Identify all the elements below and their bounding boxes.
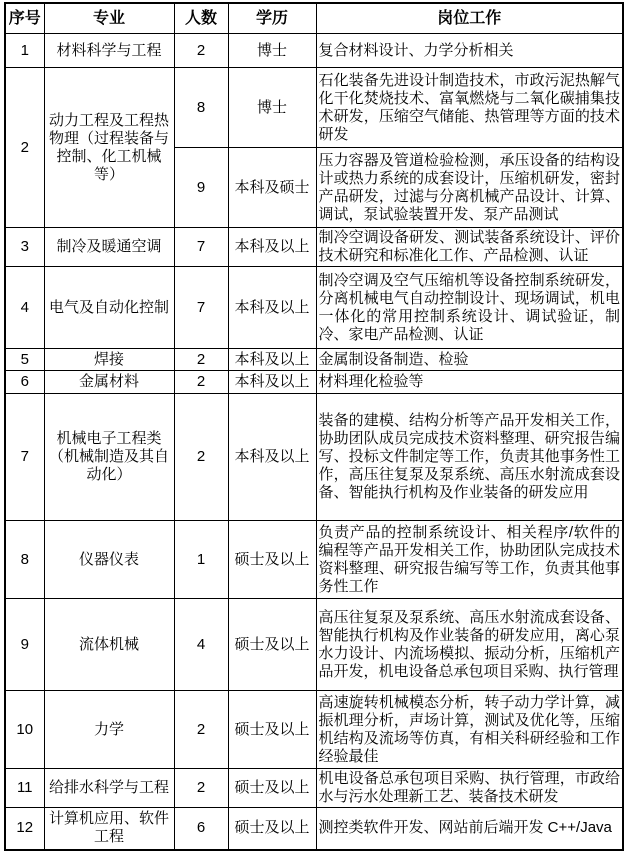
major-cell: 材料科学与工程	[44, 34, 174, 68]
major-cell: 焊接	[44, 349, 174, 371]
degree-cell: 博士	[228, 34, 316, 68]
table-row	[5, 349, 623, 371]
degree-cell: 硕士及以上	[228, 808, 316, 850]
count-cell: 7	[174, 228, 228, 267]
table-row	[5, 521, 623, 599]
degree-cell: 硕士及以上	[228, 599, 316, 691]
job-cell: 高速旋转机械模态分析，转子动力学计算，减振机理分析，声场计算，测试及优化等，压缩机结构及流场等仿真，有相关科研经验和工作经验最佳	[316, 691, 623, 769]
job-cell: 石化装备先进设计制造技术，市政污泥热解气化干化焚烧技术、富氧燃烧与二氧化碳捕集技术研发，压缩空气储能、热管理等方面的技术研发	[316, 68, 623, 148]
row-number-cell: 1	[5, 34, 44, 68]
row-number-cell: 7	[5, 394, 44, 521]
count-cell: 2	[174, 371, 228, 394]
degree-cell: 本科及以上	[228, 394, 316, 521]
row-number-cell: 11	[5, 769, 44, 808]
column-header-count: 人数	[174, 3, 228, 34]
count-cell: 1	[174, 521, 228, 599]
job-cell: 压力容器及管道检验检测，承压设备的结构设计或热力系统的成套设计，压缩机研发，密封产品研发，过滤与分离机械产品设计、计算、调试，泵试验装置开发、泵产品测试	[316, 148, 623, 228]
table-row	[5, 394, 623, 521]
degree-cell: 硕士及以上	[228, 769, 316, 808]
table-row	[5, 769, 623, 808]
count-cell: 2	[174, 394, 228, 521]
row-number-cell: 3	[5, 228, 44, 267]
degree-cell: 本科及以上	[228, 228, 316, 267]
degree-cell: 本科及以上	[228, 267, 316, 349]
row-number-cell: 2	[5, 68, 44, 228]
column-header-job: 岗位工作	[316, 3, 623, 34]
count-cell: 4	[174, 599, 228, 691]
degree-cell: 本科及硕士	[228, 148, 316, 228]
job-cell: 装备的建模、结构分析等产品开发相关工作，协助团队成员完成技术资料整理、研究报告编写、投标文件制定等工作，负责其他事务性工作，高压往复泵及泵系统、高压水射流成套设备、智能执行机构及作业装备的研发应用	[316, 394, 623, 521]
table-row	[5, 228, 623, 267]
major-cell: 机械电子工程类（机械制造及其自动化）	[44, 394, 174, 521]
count-cell: 9	[174, 148, 228, 228]
major-cell: 计算机应用、软件工程	[44, 808, 174, 850]
row-number-cell: 8	[5, 521, 44, 599]
table-header-row	[5, 3, 623, 34]
job-cell: 材料理化检验等	[316, 371, 623, 394]
row-number-cell: 4	[5, 267, 44, 349]
major-cell: 电气及自动化控制	[44, 267, 174, 349]
row-number-cell: 6	[5, 371, 44, 394]
job-cell: 机电设备总承包项目采购、执行管理，市政给水与污水处理新工艺、装备技术研发	[316, 769, 623, 808]
table-row	[5, 691, 623, 769]
row-number-cell: 10	[5, 691, 44, 769]
column-header-no: 序号	[5, 3, 44, 34]
job-cell: 制冷空调及空气压缩机等设备控制系统研发，分离机械电气自动控制设计、现场调试，机电一体化的常用控制系统设计、调试验证，制冷、家电产品检测、认证	[316, 267, 623, 349]
job-cell: 制冷空调设备研发、测试装备系统设计、评价技术研究和标准化工作、产品检测、认证	[316, 228, 623, 267]
count-cell: 2	[174, 769, 228, 808]
row-number-cell: 9	[5, 599, 44, 691]
table-row	[5, 371, 623, 394]
table-row	[5, 68, 623, 148]
count-cell: 7	[174, 267, 228, 349]
job-cell: 金属制设备制造、检验	[316, 349, 623, 371]
major-cell: 流体机械	[44, 599, 174, 691]
recruitment-table	[4, 2, 624, 851]
count-cell: 2	[174, 691, 228, 769]
degree-cell: 硕士及以上	[228, 521, 316, 599]
major-cell: 动力工程及工程热物理（过程装备与控制、化工机械等）	[44, 68, 174, 228]
count-cell: 8	[174, 68, 228, 148]
row-number-cell: 12	[5, 808, 44, 850]
column-header-major: 专业	[44, 3, 174, 34]
count-cell: 2	[174, 349, 228, 371]
degree-cell: 本科及以上	[228, 349, 316, 371]
major-cell: 给排水科学与工程	[44, 769, 174, 808]
count-cell: 2	[174, 34, 228, 68]
table-row	[5, 808, 623, 850]
table-row	[5, 267, 623, 349]
row-number-cell: 5	[5, 349, 44, 371]
table-row	[5, 34, 623, 68]
job-cell: 高压往复泵及泵系统、高压水射流成套设备、智能执行机构及作业装备的研发应用，离心泵水力设计、内流场模拟、振动分析，压缩机产品开发，机电设备总承包项目采购、执行管理	[316, 599, 623, 691]
job-cell: 负责产品的控制系统设计、相关程序/软件的编程等产品开发相关工作，协助团队完成技术资料整理、研究报告编写等工作，负责其他事务性工作	[316, 521, 623, 599]
major-cell: 仪器仪表	[44, 521, 174, 599]
count-cell: 6	[174, 808, 228, 850]
column-header-degree: 学历	[228, 3, 316, 34]
table-row	[5, 599, 623, 691]
major-cell: 力学	[44, 691, 174, 769]
major-cell: 金属材料	[44, 371, 174, 394]
major-cell: 制冷及暖通空调	[44, 228, 174, 267]
table-body	[5, 34, 623, 850]
degree-cell: 硕士及以上	[228, 691, 316, 769]
job-cell: 测控类软件开发、网站前后端开发 C++/Java	[316, 808, 623, 850]
degree-cell: 本科及以上	[228, 371, 316, 394]
job-cell: 复合材料设计、力学分析相关	[316, 34, 623, 68]
degree-cell: 博士	[228, 68, 316, 148]
